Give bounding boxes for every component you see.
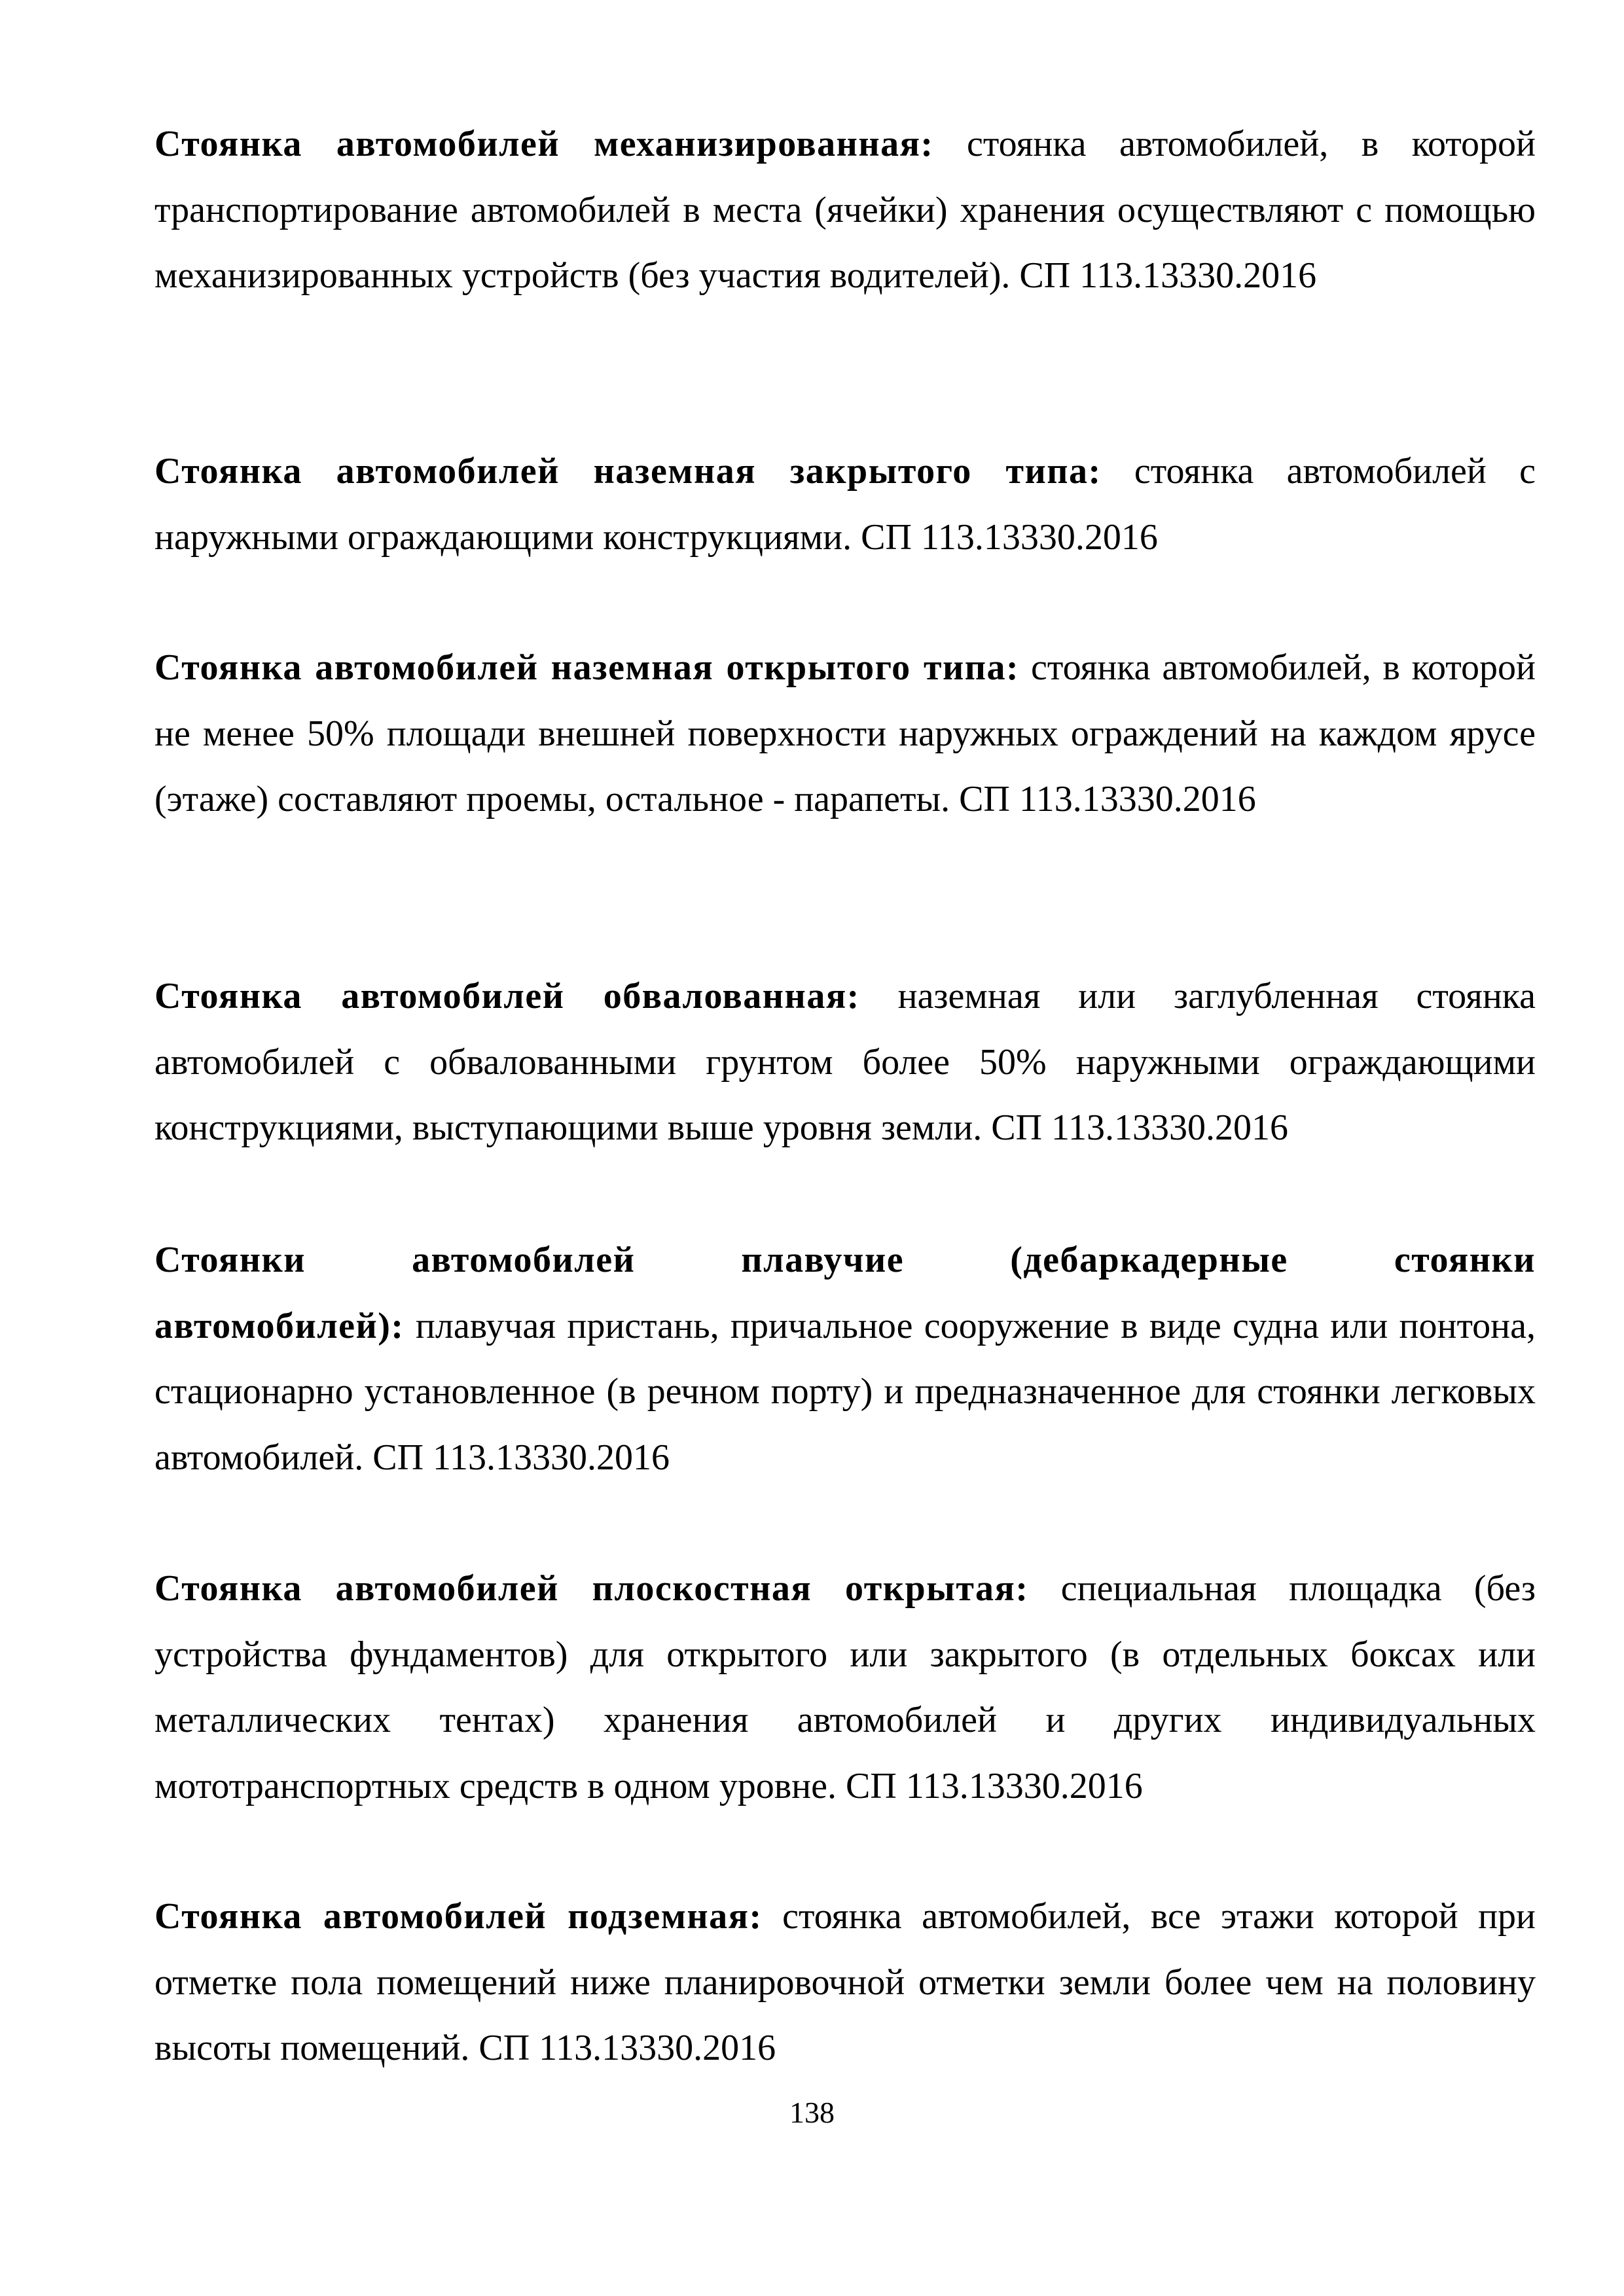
term-definition: стоянка автомобилей, в которой транспортирование автомобилей в места (ячейки) хранения осуществляют с помощью механизированных устройств (без участия водителей). СП 113.13330.2016 — [154, 124, 1536, 296]
term-definition: стоянка автомобилей, в которой не менее 50% площади внешней поверхности наружных ограждений на каждом ярусе (этаже) составляют проемы, остальное - парапеты. СП 113.13330.2016 — [154, 647, 1536, 819]
term-heading: Стоянка автомобилей наземная открытого типа: — [154, 647, 1020, 688]
definition-entry — [154, 635, 1536, 833]
term-heading-line: автомобилей): — [154, 1305, 405, 1346]
term-heading: Стоянка автомобилей обвалованная: — [154, 976, 860, 1016]
term-heading: Стоянка автомобилей плоскостная открытая: — [154, 1568, 1029, 1609]
term-definition: наземная или заглубленная стоянка автомобилей с обвалованными грунтом более 50% наружными ограждающими конструкциями, выступающими выше уровня земли. СП 113.13330.2016 — [154, 976, 1536, 1148]
definition-entry — [154, 1884, 1536, 2081]
definition-entry — [154, 439, 1536, 570]
term-heading: Стоянка автомобилей наземная закрытого типа: — [154, 451, 1102, 492]
definition-entry — [154, 111, 1536, 309]
term-definition: специальная площадка (без устройства фундаментов) для открытого или закрытого (в отдельных боксах или металлических тентах) хранения автомобилей и других индивидуальных мототранспортных средств в одном уровне. СП 113.13330.2016 — [154, 1568, 1536, 1806]
term-heading: Стоянка автомобилей механизированная: — [154, 124, 934, 164]
definition-entry — [154, 1227, 1536, 1490]
page-number: 138 — [789, 2096, 835, 2129]
term-definition: плавучая пристань, причальное сооружение в виде судна или понтона, стационарно установленное (в речном порту) и предназначенное для стоянки легковых автомобилей. СП 113.13330.2016 — [154, 1305, 1536, 1478]
definition-entry — [154, 1556, 1536, 1819]
term-definition: стоянка автомобилей, все этажи которой при отметке пола помещений ниже планировочной отметки земли более чем на половину высоты помещений. СП 113.13330.2016 — [154, 1896, 1536, 2068]
term-heading-line: Стоянки автомобилей плавучие (дебаркадерные стоянки — [154, 1240, 1536, 1280]
term-heading: Стоянка автомобилей подземная: — [154, 1896, 763, 1937]
term-definition: стоянка автомобилей с наружными ограждающими конструкциями. СП 113.13330.2016 — [154, 451, 1536, 558]
definition-entry — [154, 963, 1536, 1161]
